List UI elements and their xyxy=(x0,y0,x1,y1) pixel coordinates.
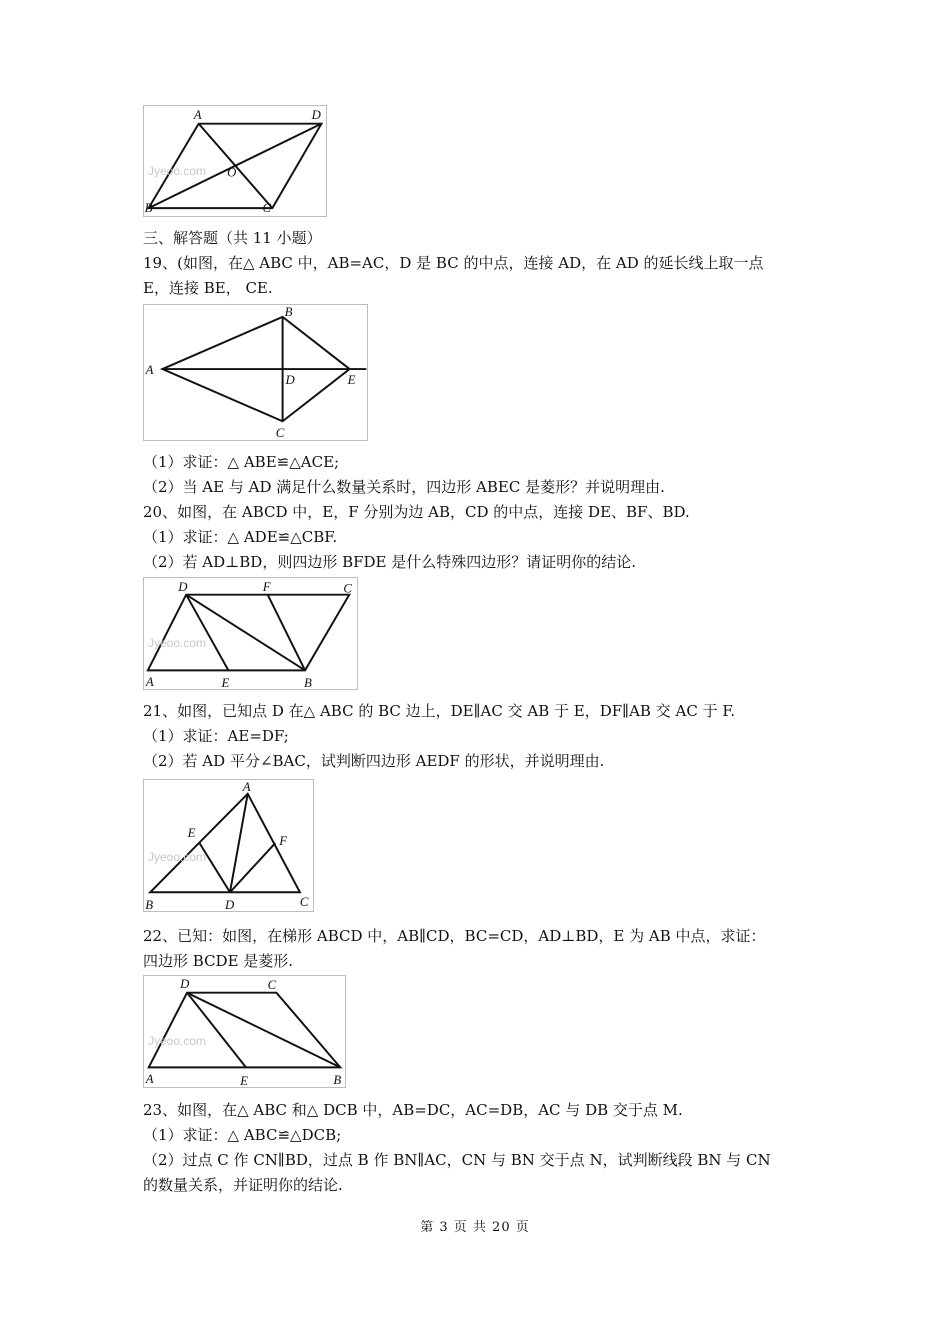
q22-label-d: D xyxy=(180,976,190,991)
q20-part2: （2）若 AD⊥BD，则四边形 BFDE 是什么特殊四边形？请证明你的结论. xyxy=(143,553,637,571)
q19-label-b: B xyxy=(284,305,293,319)
page-footer: 第 3 页 共 20 页 xyxy=(420,1220,530,1235)
figure-parallelogram-o-svg xyxy=(144,106,326,216)
q21-part1: （1）求证：AE=DF; xyxy=(143,727,289,745)
label-a: A xyxy=(193,107,202,122)
q22-trapezoid-outline xyxy=(149,993,341,1068)
q22-label-b: B xyxy=(333,1073,342,1087)
q20-watermark: Jyeoo.com xyxy=(148,636,207,650)
q19-part2: （2）当 AE 与 AD 满足什么数量关系时，四边形 ABEC 是菱形？并说明理由. xyxy=(143,478,665,496)
q21-triangle-abc xyxy=(150,794,300,892)
watermark: Jyeoo.com xyxy=(148,164,207,178)
q19-line2: E，连接 BE， CE. xyxy=(143,279,273,297)
figure-q21 xyxy=(143,779,314,912)
q23-line1: 23、如图，在△ ABC 和△ DCB 中，AB=DC，AC=DB，AC 与 DB 交于点 M. xyxy=(143,1101,683,1119)
q19-line1: 19、(如图，在△ ABC 中，AB=AC，D 是 BC 的中点，连接 AD，在 AD 的延长线上取一点 xyxy=(143,254,764,272)
figure-parallelogram-o xyxy=(143,105,327,217)
q20-label-b: B xyxy=(304,676,312,689)
q22-label-c: C xyxy=(267,977,277,992)
q20-label-f: F xyxy=(262,579,271,594)
q20-label-d: D xyxy=(178,579,188,594)
q19-label-e: E xyxy=(347,372,356,387)
figure-q22 xyxy=(143,975,346,1088)
q22-watermark: Jyeoo.com xyxy=(148,1034,207,1048)
q20-label-a: A xyxy=(145,675,154,689)
figure-q22-svg xyxy=(144,976,345,1087)
q19-label-d: D xyxy=(285,372,295,387)
q22-label-e: E xyxy=(240,1074,248,1087)
q19-part1: （1）求证：△ ABE≌△ACE; xyxy=(143,453,340,471)
q21-part2: （2）若 AD 平分∠BAC，试判断四边形 AEDF 的形状，并说明理由. xyxy=(143,752,605,770)
figure-q20 xyxy=(143,577,358,690)
q23-part1: （1）求证：△ ABC≌△DCB; xyxy=(143,1126,342,1144)
label-b: B xyxy=(144,201,153,216)
q22-line1: 22、已知：如图，在梯形 ABCD 中，AB∥CD，BC=CD，AD⊥BD，E 为 AB 中点，求证： xyxy=(143,927,766,945)
q20-part1: （1）求证：△ ADE≌△CBF. xyxy=(143,528,338,546)
q20-line1: 20、如图，在 ABCD 中，E，F 分别为边 AB，CD 的中点，连接 DE、BF、BD. xyxy=(143,503,690,521)
q21-label-d: D xyxy=(225,898,235,911)
label-o: O xyxy=(227,165,237,180)
q20-line-de xyxy=(186,595,228,671)
q21-line1: 21、如图，已知点 D 在△ ABC 的 BC 边上，DE∥AC 交 AB 于 E，DF∥AB 交 AC 于 F. xyxy=(143,702,736,720)
figure-q19-svg xyxy=(144,305,367,440)
q22-line-de xyxy=(187,993,246,1068)
q21-label-e: E xyxy=(187,826,196,841)
q19-label-c: C xyxy=(275,426,285,440)
q20-parallelogram-outline xyxy=(148,595,349,671)
q22-line2: 四边形 BCDE 是菱形. xyxy=(143,952,294,970)
q23-part2: （2）过点 C 作 CN∥BD，过点 B 作 BN∥AC，CN 与 BN 交于点 N，试判断线段 BN 与 CN xyxy=(143,1151,771,1169)
q19-label-a: A xyxy=(145,362,154,377)
figure-q21-svg xyxy=(144,780,313,911)
q21-watermark: Jyeoo.com xyxy=(148,850,207,864)
q23-part3: 的数量关系，并证明你的结论. xyxy=(143,1176,343,1194)
figure-q19 xyxy=(143,304,368,441)
q22-line-db xyxy=(187,993,340,1068)
q20-label-e: E xyxy=(221,676,230,689)
q21-label-b: B xyxy=(145,898,154,911)
label-c: C xyxy=(262,201,272,216)
q20-label-c: C xyxy=(343,581,352,596)
section-header: 三、解答题（共 11 小题） xyxy=(143,229,322,247)
q22-label-a: A xyxy=(145,1072,154,1087)
q21-label-f: F xyxy=(279,834,288,849)
label-d: D xyxy=(311,107,321,122)
q21-label-c: C xyxy=(299,895,309,910)
q21-label-a: A xyxy=(242,780,251,794)
figure-q20-svg xyxy=(144,578,357,689)
